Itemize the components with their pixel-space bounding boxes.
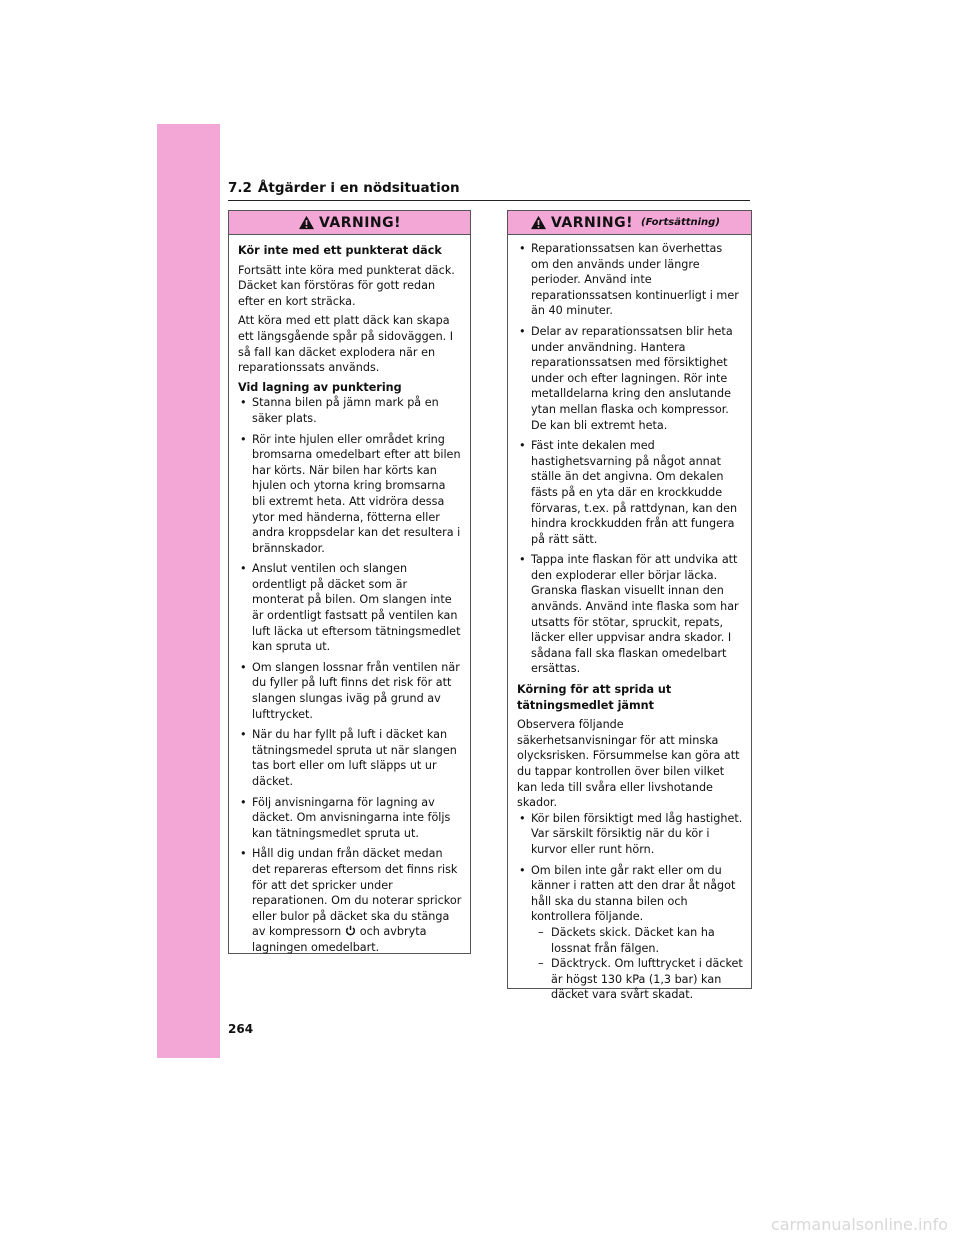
list-item	[517, 863, 743, 1003]
page-number: 264	[228, 1022, 254, 1036]
bullet-list	[517, 241, 743, 677]
warning-body	[508, 235, 751, 1003]
warning-triangle-icon	[298, 215, 315, 230]
watermark: carmanualsonline.info	[770, 1215, 948, 1234]
warning-box-left	[228, 210, 471, 954]
warning-heading: Körning för att sprida ut tätningsmedlet jämnt	[517, 683, 672, 712]
dash-item: – Däcktryck. Om lufttrycket i däcket är högst 130 kPa (1,3 bar) kan däcket vara svårt skadat.	[537, 956, 743, 1003]
list-item: • Om slangen lossnar från ventilen när du fyller på luft finns det risk för att slangen slungas iväg på grund av lufttrycket.	[238, 660, 462, 722]
bullet-list	[517, 811, 743, 1003]
list-item-text: • Om bilen inte går rakt eller om du känner i ratten att den drar åt något håll ska du stanna bilen och kontrollera följande.	[531, 863, 736, 924]
list-item: • Reparationssatsen kan överhettas om den används under längre perioder. Använd inte reparationssatsen kontinuerligt i mer än 40 minuter.	[517, 241, 743, 319]
warning-header	[508, 211, 751, 235]
paragraph: Observera följande säkerhetsanvisningar för att minska olycksrisken. Försummelse kan göra att du tappar kontrollen över bilen vilket kan leda till svåra eller livshotande skador.	[517, 718, 740, 810]
paragraph: Att köra med ett platt däck kan skapa ett längsgående spår på sidoväggen. I så fall kan däcket explodera när en reparationssats används.	[238, 314, 454, 375]
list-item: • Fäst inte dekalen med hastighetsvarning på något annat ställe än det angivna. Om dekalen fästs på en yta där en krockkudde förvaras, t.ex. på rattdynan, kan den hindra krockkudden från att fungera på rätt sätt.	[517, 438, 743, 547]
list-item: • Tappa inte flaskan för att undvika att den exploderar eller börjar läcka. Granska flaskan visuellt innan den används. Använd inte flaska som har utsatts för stötar, spruckit, repats, läcker eller uppvisar andra skador. I sådana fall ska flaskan omedelbart ersättas.	[517, 552, 743, 677]
warning-heading: Kör inte med ett punkterat däck	[238, 244, 442, 257]
warning-body	[229, 235, 470, 956]
paragraph: Fortsätt inte köra med punkterat däck. Däcket kan förstöras för gott redan efter en kort sträcka.	[238, 263, 455, 308]
list-item: • Rör inte hjulen eller området kring bromsarna omedelbart efter att bilen har körts. När bilen har körts kan hjulen och ytorna kring bromsarna bli extremt heta. Att vidröra dessa ytor med händerna, fötterna eller andra kroppsdelar kan det resultera i brännskador.	[238, 432, 462, 557]
warning-heading: Vid lagning av punktering	[238, 380, 402, 394]
list-item-text: och avbryta lagningen omedelbart.	[252, 925, 427, 954]
warning-header	[229, 211, 470, 235]
warning-triangle-icon	[530, 215, 547, 230]
power-button-icon	[345, 925, 356, 936]
page-color-tab	[157, 124, 220, 1058]
list-item-text: Håll dig undan från däcket medan det repareras eftersom det finns risk för att det spricker under reparationen. Om du noterar sprickor eller bulor på däcket ska du stänga av kompressorn	[252, 847, 462, 939]
dash-list	[537, 925, 743, 1003]
bullet-list	[238, 395, 462, 955]
section-title: Åtgärder i en nödsituation	[257, 180, 460, 196]
list-item: • Anslut ventilen och slangen ordentligt på däcket som är monterat på bilen. Om slangen inte är ordentligt fastsatt på ventilen kan luft läcka ut eftersom tätningsmedlet kan spruta ut.	[238, 561, 462, 655]
list-item: • Stanna bilen på jämn mark på en säker plats.	[238, 395, 462, 426]
continued-label: (Fortsättning)	[641, 217, 720, 228]
dash-item: – Däckets skick. Däcket kan ha lossnat från fälgen.	[537, 925, 743, 956]
list-item	[238, 846, 462, 955]
list-item: • Följ anvisningarna för lagning av däcket. Om anvisningarna inte följs kan tätningsmedlet spruta ut.	[238, 795, 462, 842]
warning-box-right	[507, 210, 752, 1002]
list-item: • Kör bilen försiktigt med låg hastighet. Var särskilt försiktig när du kör i kurvor eller runt hörn.	[517, 811, 743, 858]
section-number: 7.2	[228, 180, 252, 196]
list-item: • Delar av reparationssatsen blir heta under användning. Hantera reparationssatsen med försiktighet under och efter lagningen. Rör inte metalldelarna kring den anslutande ytan mellan flaska och kompressor. De kan bli extremt heta.	[517, 324, 743, 433]
warning-title: VARNING!	[551, 214, 634, 231]
section-header	[228, 180, 750, 201]
list-item: • När du har fyllt på luft i däcket kan tätningsmedel spruta ut när slangen tas bort eller om luft släpps ut ur däcket.	[238, 727, 462, 789]
warning-title: VARNING!	[318, 214, 402, 231]
